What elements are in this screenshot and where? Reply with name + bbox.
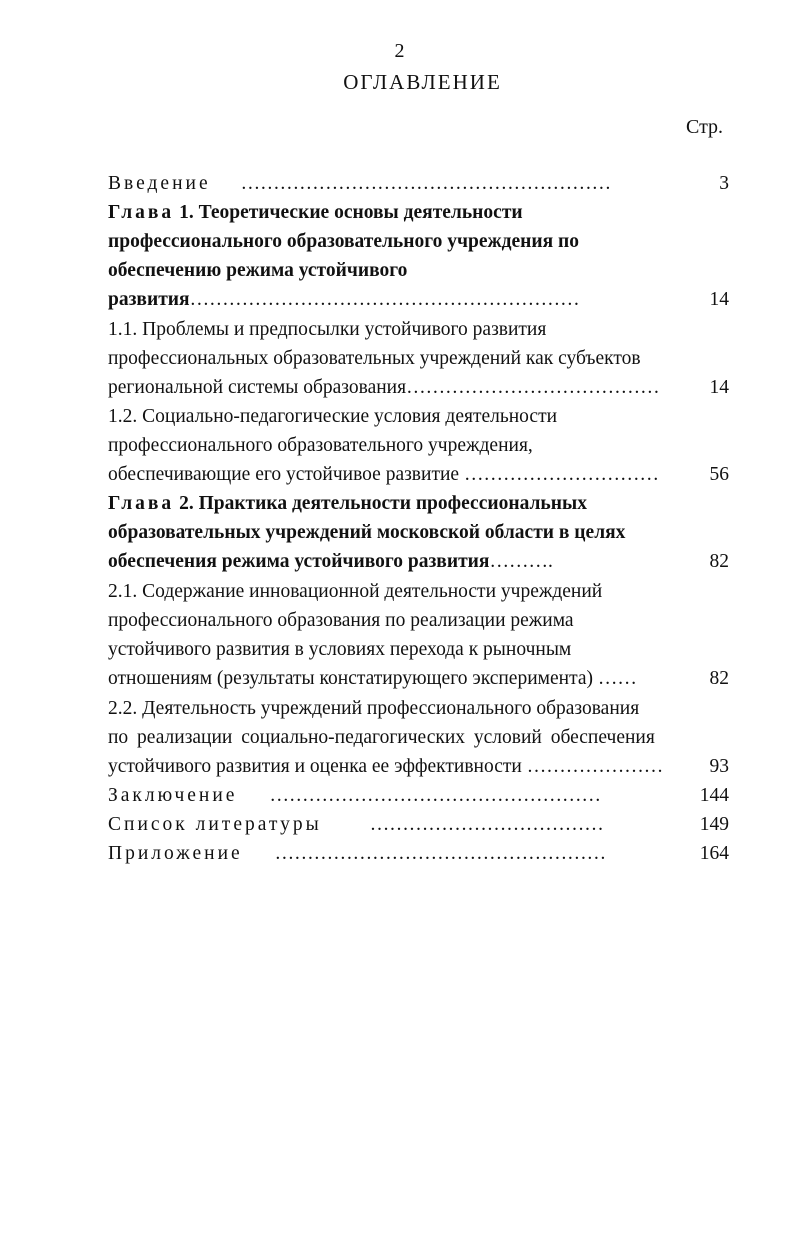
toc-leader-dots: …………………………………………… bbox=[269, 785, 601, 806]
toc-section-1-2-page: 56 bbox=[709, 464, 729, 485]
toc-chapter-1-line-4-text: развития bbox=[108, 289, 190, 310]
toc-chapter-title: 2. Практика деятельности профессиональных bbox=[174, 493, 587, 514]
toc-section-2-1-line-4-text: отношениям (результаты констатирующего эксперимента) bbox=[108, 668, 593, 689]
toc-section-1-1-line-2: профессиональных образовательных учреждений как субъектов bbox=[108, 348, 641, 369]
toc-leader-dots: …………………………………………………… bbox=[189, 289, 580, 310]
toc-entry-section-1-2[interactable]: 1.2. Социально-педагогические условия деятельности bbox=[108, 406, 558, 427]
toc-appendix-page: 164 bbox=[699, 843, 729, 864]
toc-intro-page: 3 bbox=[719, 173, 729, 194]
toc-section-2-1-line-2: профессионального образования по реализации режима bbox=[108, 610, 574, 631]
toc-leader-dots: ………………………………………………… bbox=[240, 173, 612, 194]
toc-leader-dots: ………. bbox=[489, 551, 553, 572]
toc-leader-dots: …………………………………………… bbox=[274, 843, 607, 864]
toc-section-2-2-page: 93 bbox=[709, 756, 729, 777]
toc-section-2-1-line-3: устойчивого развития в условиях перехода к рыночным bbox=[108, 639, 572, 660]
toc-entry-section-2-1[interactable]: 2.1. Содержание инновационной деятельности учреждений bbox=[108, 581, 603, 602]
toc-entry-chapter-1[interactable] bbox=[108, 199, 523, 227]
toc-section-1-1-page: 14 bbox=[709, 377, 729, 398]
toc-leader-dots: …… bbox=[592, 668, 637, 689]
toc-conclusion-label: Заключение bbox=[108, 785, 238, 806]
toc-chapter-prefix: Глава bbox=[108, 202, 175, 223]
toc-entry-chapter-2[interactable] bbox=[108, 490, 587, 518]
toc-section-2-2-line-3-text: устойчивого развития и оценка ее эффективности bbox=[108, 756, 522, 777]
toc-section-1-2-line-3-text: обеспечивающие его устойчивое развитие bbox=[108, 464, 460, 485]
toc-appendix-label: Приложение bbox=[108, 843, 243, 864]
toc-section-2-1-line-4 bbox=[108, 665, 637, 693]
toc-leader-dots: ………………………… bbox=[459, 464, 659, 485]
toc-chapter-title: 1. Теоретические основы деятельности bbox=[174, 202, 523, 223]
toc-intro-label: Введение bbox=[108, 173, 211, 194]
toc-chapter-2-line-3-text: обеспечения режима устойчивого развития bbox=[108, 551, 490, 572]
toc-entry-intro[interactable] bbox=[108, 170, 611, 198]
toc-chapter-1-page: 14 bbox=[709, 289, 729, 310]
toc-leader-dots: ……………………………… bbox=[369, 814, 604, 835]
toc-entry-appendix[interactable] bbox=[108, 840, 606, 868]
toc-leader-dots: ………………………………… bbox=[406, 377, 660, 398]
toc-chapter-2-page: 82 bbox=[709, 551, 729, 572]
toc-leader-dots: ………………… bbox=[521, 756, 664, 777]
toc-section-2-2-line-2: по реализации социально-педагогических условий обеспечения bbox=[108, 727, 655, 748]
toc-chapter-2-line-3 bbox=[108, 548, 553, 576]
toc-chapter-1-line-4 bbox=[108, 286, 580, 314]
toc-section-1-2-line-2: профессионального образовательного учреждения, bbox=[108, 435, 533, 456]
toc-section-2-1-page: 82 bbox=[709, 668, 729, 689]
toc-entry-conclusion[interactable] bbox=[108, 782, 601, 810]
toc-conclusion-page: 144 bbox=[699, 785, 729, 806]
toc-chapter-1-line-2: профессионального образовательного учреждения по bbox=[108, 231, 580, 252]
toc-section-2-2-line-3 bbox=[108, 753, 663, 781]
toc-references-label: Список литературы bbox=[108, 814, 322, 835]
toc-entry-section-1-1[interactable]: 1.1. Проблемы и предпосылки устойчивого развития bbox=[108, 319, 547, 340]
toc-chapter-prefix: Глава bbox=[108, 493, 175, 514]
toc-chapter-2-line-2: образовательных учреждений московской области в целях bbox=[108, 522, 626, 543]
toc-entry-references[interactable] bbox=[108, 811, 604, 839]
toc-section-1-1-line-3-text: региональной системы образования bbox=[108, 377, 407, 398]
pages-column-label: Стр. bbox=[686, 116, 724, 138]
page-number: 2 bbox=[394, 40, 405, 62]
toc-section-1-1-line-3 bbox=[108, 374, 660, 402]
toc-section-1-2-line-3 bbox=[108, 461, 659, 489]
toc-references-page: 149 bbox=[699, 814, 729, 835]
toc-entry-section-2-2[interactable]: 2.2. Деятельность учреждений профессионального образования bbox=[108, 698, 640, 719]
toc-chapter-1-line-3: обеспечению режима устойчивого bbox=[108, 260, 408, 281]
page-title: ОГЛАВЛЕНИЕ bbox=[343, 70, 502, 94]
